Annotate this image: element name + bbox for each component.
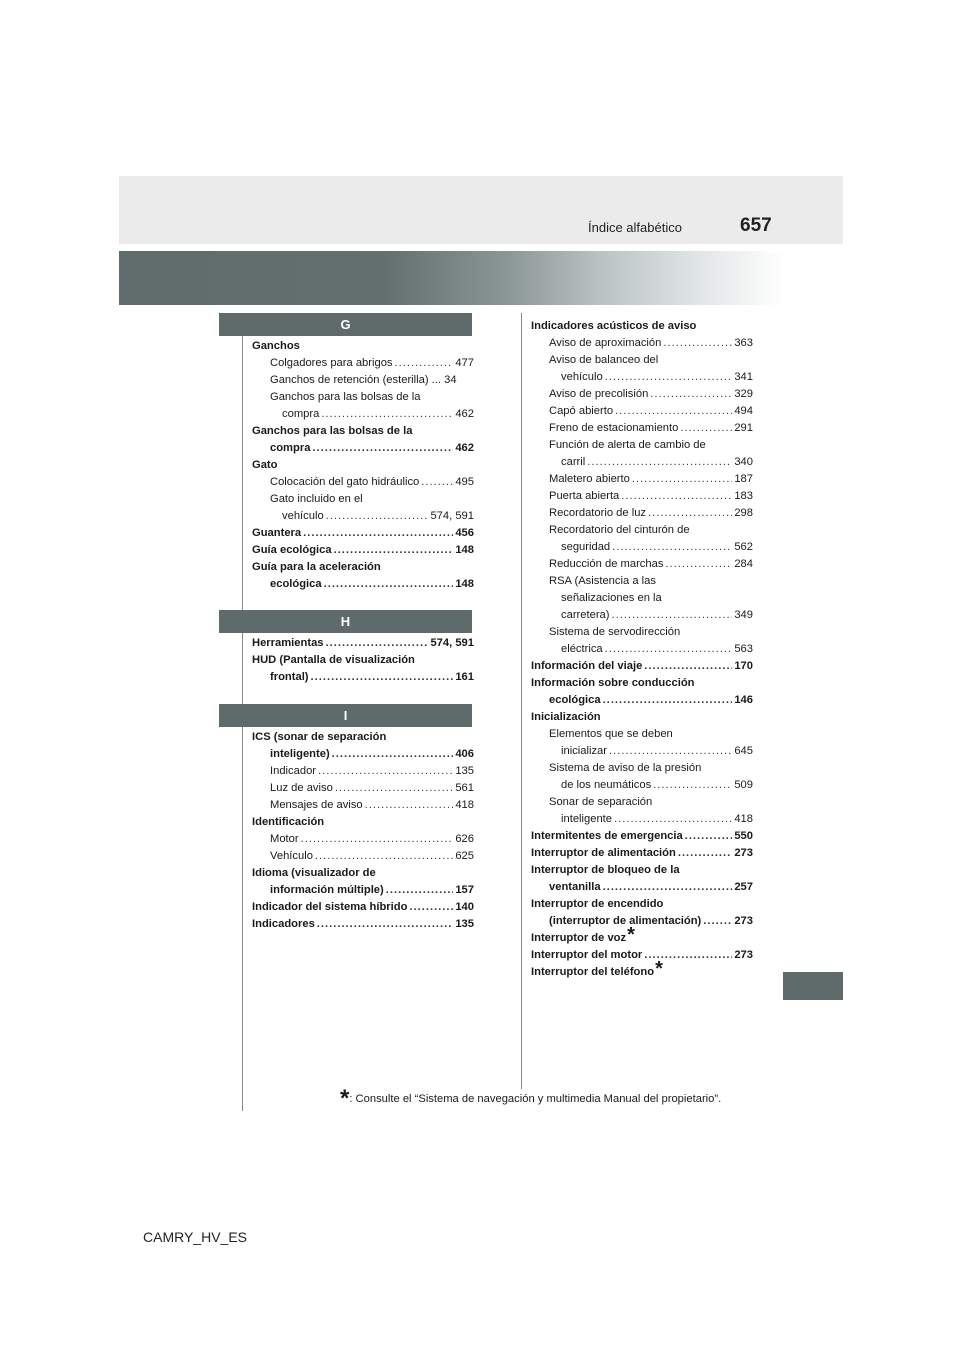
index-entry-text: Indicadores acústicos de aviso [531, 320, 697, 332]
index-entry [531, 335, 753, 352]
leader-dots [614, 811, 732, 828]
index-entry-text: Ganchos para las bolsas de la [270, 391, 421, 403]
index-entry [531, 794, 753, 811]
leader-dots [303, 525, 453, 542]
index-entry [531, 386, 753, 403]
index-entry-text: ecológica [549, 694, 601, 706]
index-entry [252, 355, 474, 372]
index-entry: Interruptor del teléfono * [531, 958, 663, 980]
index-entry-page: 273 [734, 949, 753, 961]
index-entry-text: Interruptor del motor [531, 949, 643, 961]
index-entry-page: 170 [734, 660, 753, 672]
leader-dots [648, 505, 732, 522]
index-entry [531, 811, 753, 828]
index-entry-text: Ganchos de retención (esterilla) ... 34 [270, 374, 457, 386]
index-entry-page: 561 [455, 782, 474, 794]
header-background [119, 176, 843, 244]
index-entry [531, 947, 753, 964]
index-entry [531, 658, 753, 675]
index-entry-page: 146 [734, 694, 753, 706]
index-entry [252, 763, 474, 780]
leader-dots [421, 474, 453, 491]
index-entry-text: inicializar [561, 745, 608, 757]
index-entry-text: Guía ecológica [252, 544, 332, 556]
leader-dots [386, 882, 454, 899]
index-entry-text: Mensajes de aviso [270, 799, 363, 811]
index-entry-text: ICS (sonar de separación [252, 731, 387, 743]
index-entry [252, 916, 474, 933]
index-entry-page: 574, 591 [430, 637, 474, 649]
index-entry [252, 669, 474, 686]
index-entry [531, 828, 753, 845]
index-entry [252, 746, 474, 763]
leader-dots [678, 845, 732, 862]
index-entry-page: 140 [455, 901, 474, 913]
index-entry-page: 148 [455, 544, 474, 556]
index-entry [531, 692, 753, 709]
index-entry [531, 726, 753, 743]
index-entry-text: Aviso de balanceo del [549, 354, 659, 366]
index-entry [531, 556, 753, 573]
leader-dots [324, 576, 454, 593]
index-entry [531, 437, 753, 454]
section-header-h: H [219, 610, 472, 633]
index-entry-text: Interruptor de voz [531, 932, 627, 944]
index-entry-page: 157 [455, 884, 474, 896]
leader-dots [326, 508, 429, 525]
index-entry-page: 135 [455, 765, 474, 777]
index-entry-page: 183 [734, 490, 753, 502]
index-entry-page: 284 [734, 558, 753, 570]
page-title: Índice alfabético [588, 220, 682, 235]
center-column-rule [521, 313, 522, 1089]
index-entry-text: Idioma (visualizador de [252, 867, 376, 879]
index-entry [531, 913, 753, 930]
index-entry-text: RSA (Asistencia a las [549, 575, 656, 587]
index-entry-text: eléctrica [561, 643, 603, 655]
index-entry-text: Ganchos para las bolsas de la [252, 425, 413, 437]
leader-dots [587, 454, 732, 471]
leader-dots [605, 641, 733, 658]
index-entry-text: Luz de aviso [270, 782, 333, 794]
header-gradient-band [119, 251, 784, 305]
index-entry-text: Aviso de aproximación [549, 337, 662, 349]
index-entry-text: compra [270, 442, 311, 454]
index-entry [252, 559, 474, 576]
index-entry-text: Colgadores para abrigos [270, 357, 393, 369]
leader-dots [315, 848, 453, 865]
index-entry-text: Gato [252, 459, 278, 471]
index-entry-text: Aviso de precolisión [549, 388, 649, 400]
leader-dots [609, 743, 732, 760]
index-entry [531, 624, 753, 641]
footnote [340, 1085, 722, 1112]
leader-dots [318, 763, 453, 780]
index-entry [531, 845, 753, 862]
index-entry-text: Colocación del gato hidráulico [270, 476, 420, 488]
index-entry [531, 896, 753, 913]
index-entry [531, 352, 753, 369]
index-entry [252, 814, 474, 831]
index-entry [252, 338, 474, 355]
index-entry-text: vehículo [282, 510, 324, 522]
index-entry-text: Sonar de separación [549, 796, 653, 808]
index-list-h [252, 635, 474, 686]
leader-dots [395, 355, 454, 372]
index-entry-text: Sistema de servodirección [549, 626, 681, 638]
index-entry [252, 899, 474, 916]
index-entry-page: 550 [734, 830, 753, 842]
leader-dots [621, 488, 732, 505]
page-number: 657 [740, 215, 772, 236]
leader-dots [317, 916, 454, 933]
index-entry [252, 474, 474, 491]
index-entry [252, 780, 474, 797]
leader-dots [311, 669, 454, 686]
index-entry-text: Herramientas [252, 637, 324, 649]
index-entry-text: compra [282, 408, 320, 420]
index-entry-page: 418 [455, 799, 474, 811]
index-entry [252, 457, 474, 474]
index-entry [531, 709, 753, 726]
index-list-g [252, 338, 474, 593]
index-entry-page: 418 [734, 813, 753, 825]
index-entry-text: Información sobre conducción [531, 677, 695, 689]
leader-dots [650, 386, 732, 403]
leader-dots [332, 746, 454, 763]
index-entry [252, 525, 474, 542]
chapter-tab [783, 972, 843, 1000]
index-entry-page: 298 [734, 507, 753, 519]
index-entry-page: 645 [734, 745, 753, 757]
leader-dots [680, 420, 732, 437]
index-entry-text: Guía para la aceleración [252, 561, 381, 573]
index-entry-page: 135 [455, 918, 474, 930]
index-entry-text: Interruptor de bloqueo de la [531, 864, 680, 876]
index-entry-page: 462 [455, 408, 474, 420]
index-entry [252, 882, 474, 899]
index-entry [531, 641, 753, 658]
index-entry [252, 635, 474, 652]
index-entry-page: 495 [455, 476, 474, 488]
index-entry-page: 626 [455, 833, 474, 845]
index-entry-text: vehículo [561, 371, 603, 383]
index-list-right [531, 318, 753, 981]
index-entry-page: 273 [734, 847, 753, 859]
index-entry [252, 831, 474, 848]
leader-dots [685, 828, 733, 845]
leader-dots [632, 471, 732, 488]
index-entry-text: Gato incluido en el [270, 493, 363, 505]
index-entry [252, 423, 474, 440]
index-entry-page: 161 [455, 671, 474, 683]
index-entry-page: 349 [734, 609, 753, 621]
index-entry [252, 406, 474, 423]
index-entry [252, 508, 474, 525]
index-entry-text: de los neumáticos [561, 779, 652, 791]
leader-dots [603, 692, 733, 709]
leader-dots [312, 440, 453, 457]
index-entry-text: Capó abierto [549, 405, 614, 417]
index-entry-text: Identificación [252, 816, 325, 828]
index-entry-text: Interruptor de alimentación [531, 847, 676, 859]
index-entry-page: 625 [455, 850, 474, 862]
index-entry-text: inteligente [561, 813, 613, 825]
index-entry-text: Indicador [270, 765, 317, 777]
leader-dots [612, 607, 733, 624]
index-entry-text: Elementos que se deben [549, 728, 673, 740]
index-entry-page: 574, 591 [430, 510, 474, 522]
leader-dots [603, 879, 733, 896]
leader-dots [653, 777, 732, 794]
index-entry-text: Inicialización [531, 711, 601, 723]
index-entry [531, 607, 753, 624]
index-entry [252, 372, 474, 389]
index-entry [531, 862, 753, 879]
index-entry-text: ventanilla [549, 881, 601, 893]
index-entry-page: 363 [734, 337, 753, 349]
index-entry [252, 797, 474, 814]
index-entry [531, 675, 753, 692]
index-entry [531, 420, 753, 437]
index-entry-text: Reducción de marchas [549, 558, 664, 570]
index-entry [531, 318, 753, 335]
index-entry-text: Freno de estacionamiento [549, 422, 679, 434]
index-entry [531, 539, 753, 556]
index-entry-text: Recordatorio del cinturón de [549, 524, 690, 536]
index-entry-text: Recordatorio de luz [549, 507, 647, 519]
index-entry-page: 406 [455, 748, 474, 760]
leader-dots [663, 335, 732, 352]
index-entry [531, 590, 753, 607]
leader-dots [335, 780, 454, 797]
index-entry [531, 471, 753, 488]
index-entry-text: Guantera [252, 527, 302, 539]
index-entry [252, 389, 474, 406]
index-entry-text: ecológica [270, 578, 322, 590]
index-entry-text: Intermitentes de emergencia [531, 830, 683, 842]
leader-dots [644, 658, 732, 675]
index-entry-text: Indicadores [252, 918, 315, 930]
index-entry-text: carretera) [561, 609, 610, 621]
index-entry [531, 403, 753, 420]
index-entry [531, 454, 753, 471]
index-entry [531, 522, 753, 539]
index-entry-page: 456 [455, 527, 474, 539]
index-entry-page: 273 [734, 915, 753, 927]
index-entry-page: 329 [734, 388, 753, 400]
leader-dots [334, 542, 454, 559]
index-entry-page: 462 [455, 442, 474, 454]
leader-dots [365, 797, 454, 814]
leader-dots [612, 539, 732, 556]
index-entry-page: 494 [734, 405, 753, 417]
index-list-i [252, 729, 474, 933]
index-entry-text: inteligente) [270, 748, 330, 760]
leader-dots [605, 369, 733, 386]
index-entry-text: HUD (Pantalla de visualización [252, 654, 415, 666]
index-entry [531, 369, 753, 386]
index-entry-page: 340 [734, 456, 753, 468]
index-entry [531, 743, 753, 760]
index-entry [252, 729, 474, 746]
index-entry-text: Interruptor de encendido [531, 898, 664, 910]
index-entry [531, 573, 753, 590]
leader-dots [703, 913, 732, 930]
index-entry-page: 562 [734, 541, 753, 553]
index-entry-text: seguridad [561, 541, 611, 553]
index-entry: Interruptor de voz * [531, 924, 635, 946]
index-entry-page: 509 [734, 779, 753, 791]
footnote-star: * [340, 1085, 350, 1112]
document-code: CAMRY_HV_ES [143, 1229, 248, 1245]
index-entry-page: 148 [455, 578, 474, 590]
index-entry-page: 341 [734, 371, 753, 383]
leader-dots [326, 635, 429, 652]
index-entry-text: Interruptor del teléfono [531, 966, 655, 978]
index-entry-page: 187 [734, 473, 753, 485]
index-entry-text: información múltiple) [270, 884, 384, 896]
index-entry [252, 865, 474, 882]
leader-dots [321, 406, 453, 423]
leader-dots [665, 556, 732, 573]
index-entry-page: 257 [734, 881, 753, 893]
section-header-g: G [219, 313, 472, 336]
section-header-i: I [219, 704, 472, 727]
leader-dots [301, 831, 454, 848]
index-entry-page: 291 [734, 422, 753, 434]
index-entry-text: Sistema de aviso de la presión [549, 762, 702, 774]
index-entry [531, 777, 753, 794]
index-entry-text: señalizaciones en la [561, 592, 662, 604]
index-entry-text: Vehículo [270, 850, 313, 862]
index-entry [252, 576, 474, 593]
index-entry [531, 760, 753, 777]
index-entry [531, 879, 753, 896]
index-entry-text: (interruptor de alimentación) [549, 915, 702, 927]
index-entry-text: Puerta abierta [549, 490, 620, 502]
index-entry [252, 491, 474, 508]
leader-dots [409, 899, 453, 916]
index-entry-page: 563 [734, 643, 753, 655]
index-entry [531, 488, 753, 505]
leader-dots [615, 403, 732, 420]
footnote-text: : Consulte el “Sistema de navegación y multimedia Manual del propietario”. [349, 1093, 722, 1105]
index-entry-text: Motor [270, 833, 299, 845]
index-entry-text: Función de alerta de cambio de [549, 439, 706, 451]
index-entry-text: Ganchos [252, 340, 300, 352]
index-entry-text: carril [561, 456, 586, 468]
index-entry [252, 848, 474, 865]
index-entry-text: Indicador del sistema híbrido [252, 901, 408, 913]
index-entry [252, 440, 474, 457]
index-entry [252, 652, 474, 669]
index-entry-page: 477 [455, 357, 474, 369]
index-entry [531, 505, 753, 522]
index-entry-text: Información del viaje [531, 660, 643, 672]
index-entry-text: Maletero abierto [549, 473, 630, 485]
index-entry-text: frontal) [270, 671, 309, 683]
index-entry [252, 542, 474, 559]
